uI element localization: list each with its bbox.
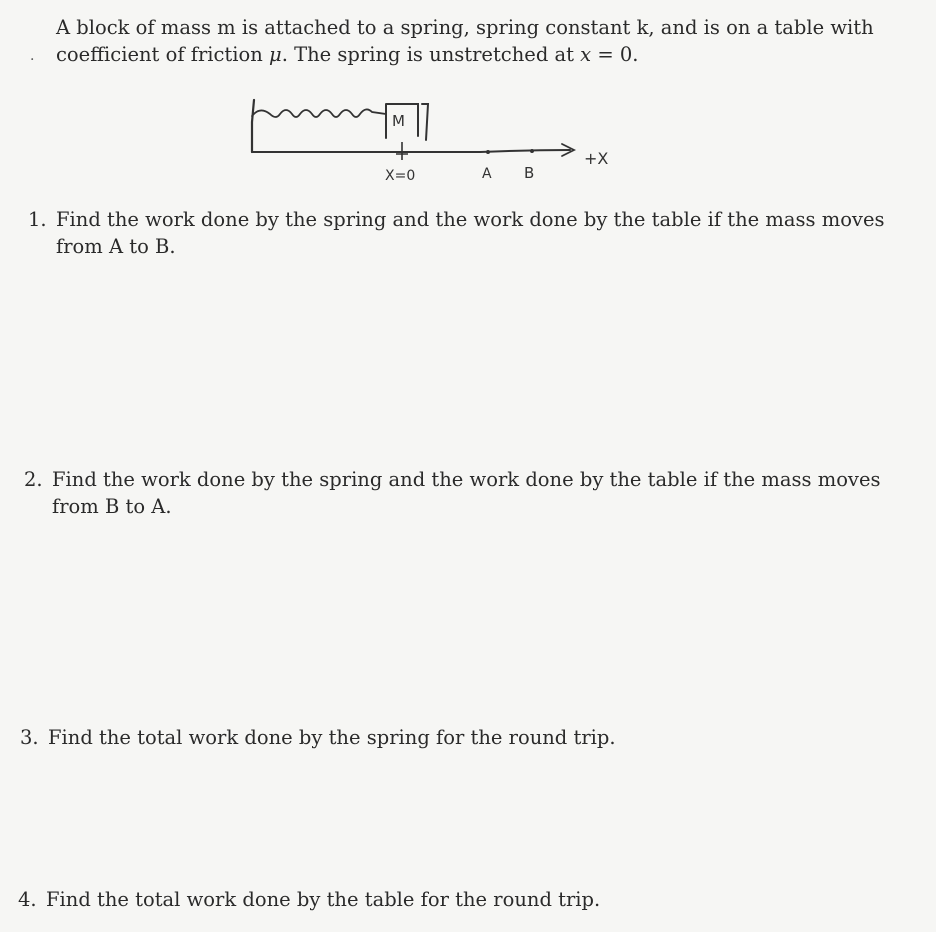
question-text-continued: from B to A.	[52, 495, 172, 518]
x-variable: x	[580, 43, 592, 66]
table-line	[252, 150, 570, 152]
question-number: 3.	[20, 726, 39, 749]
question-2	[24, 466, 904, 520]
question-number: 4.	[18, 888, 37, 911]
question-number: 1.	[28, 208, 47, 231]
intro-line-1: A block of mass m is attached to a spring, spring constant k, and is on a table with	[56, 16, 874, 39]
question-number: 2.	[24, 468, 43, 491]
question-text: Find the work done by the spring and the work done by the table if the mass moves	[56, 208, 885, 231]
mu-symbol: μ	[269, 43, 282, 66]
question-text: Find the total work done by the spring for the round trip.	[48, 726, 616, 749]
mass-label: M	[392, 112, 405, 130]
point-b-mark	[530, 149, 534, 153]
origin-label: X=0	[385, 168, 416, 184]
question-text: Find the work done by the spring and the work done by the table if the mass moves	[52, 468, 881, 491]
question-text-continued: from A to B.	[56, 235, 176, 258]
axis-label: +X	[584, 149, 609, 168]
problem-intro	[56, 14, 916, 68]
point-a-mark	[486, 150, 490, 154]
wall-line	[252, 100, 254, 152]
question-1	[28, 206, 908, 260]
point-b-label: B	[524, 164, 535, 182]
question-4	[18, 886, 898, 913]
intro-line-2: coefficient of friction μ. The spring is unstretched at x = 0.	[56, 43, 639, 66]
point-a-label: A	[482, 166, 492, 182]
question-text: Find the total work done by the table for the round trip.	[46, 888, 601, 911]
question-3	[20, 724, 900, 751]
margin-dot: ·	[30, 52, 35, 68]
spring-mass-diagram	[240, 92, 640, 184]
spring-coil	[252, 109, 386, 117]
